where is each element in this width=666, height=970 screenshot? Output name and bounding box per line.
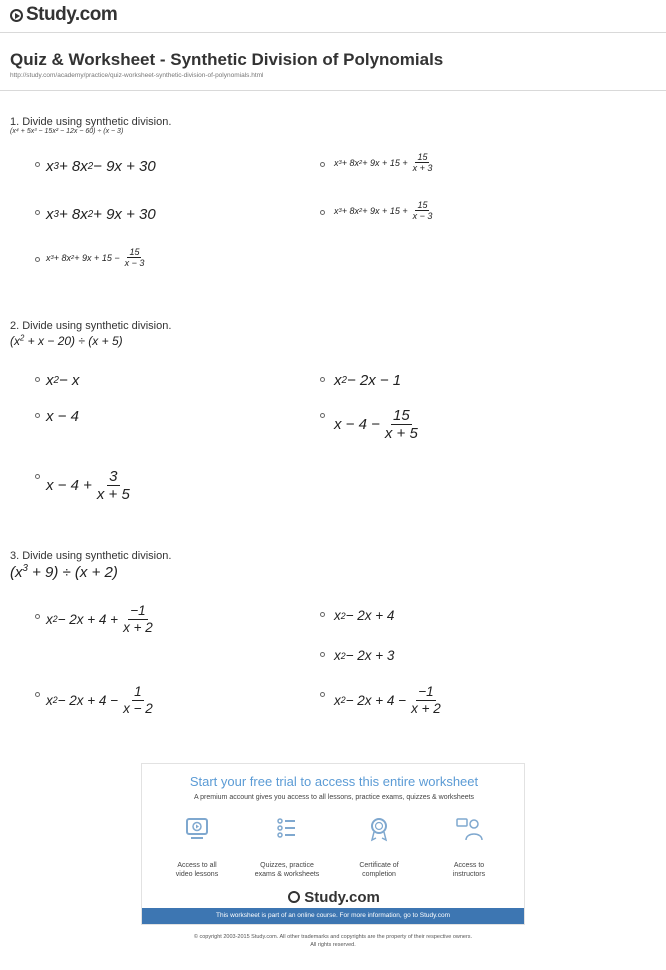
q3-option-d-radio[interactable] [320, 652, 325, 657]
q3-option-e: x 2 − 2x + 4 − $\frac{-1}{x + 2}$ [334, 684, 441, 716]
premium-promo-box [141, 763, 525, 925]
page-title: Quiz & Worksheet - Synthetic Division of Polynomials [10, 50, 444, 69]
feature-instructors [424, 816, 514, 880]
feature-certificate [334, 816, 424, 880]
q3-option-d: x 2 − 2x + 3 [334, 648, 395, 663]
header-divider [0, 32, 666, 33]
instructor-icon [454, 816, 484, 842]
course-info-bar[interactable]: This worksheet is part of an online course. For more information, go to Study.com [142, 908, 524, 924]
copyright-line-2: All rights reserved. [310, 941, 356, 948]
q1-option-d: x 3 + 8x 2 + 9x + 15 + $\frac{15}{x + 3}$ [334, 152, 433, 174]
study-logo[interactable] [10, 4, 117, 26]
q2-option-e: x − 4 − $\frac{15}{x + 5}$ [334, 407, 418, 443]
question-1-prompt: 1. Divide using synthetic division. [10, 116, 172, 128]
q2-option-a: x 2 − x [46, 372, 80, 389]
feature-label-line1: Quizzes, practice [260, 862, 314, 869]
q2-option-c: x − 4 + $\frac{3}{x + 5}$ [46, 468, 130, 504]
q2-option-b: x − 4 [46, 408, 79, 425]
question-1-expression: (x⁴ + 5x³ − 15x² − 12x − 60) ÷ (x − 3) [10, 128, 124, 135]
play-icon [10, 9, 23, 22]
promo-subline: A premium account gives you access to all lessons, practice exams, quizzes & worksheets [193, 794, 475, 801]
question-2-expression: $(x^2 + x - 20) \div (x + 5)$ [10, 333, 123, 348]
q2-option-c-radio[interactable] [35, 474, 40, 479]
promo-logo[interactable]: Study.com [142, 889, 526, 906]
feature-label-line2: video lessons [175, 871, 219, 879]
copyright-line-1: © copyright 2003-2015 Study.com. All other trademarks and copyrights are the property of their respective owners. [193, 934, 473, 940]
q3-option-a-radio[interactable] [35, 614, 40, 619]
q1-option-e: x 3 + 8x 2 + 9x + 15 + $\frac{15}{x - 3}$ [334, 200, 433, 222]
q1-option-c: x 3 + 8x 2 + 9x + 15 − $\frac{15}{x - 3}$ [46, 247, 145, 269]
question-3-prompt: 3. Divide using synthetic division. [10, 550, 172, 562]
feature-label-line1: Certificate of [359, 862, 399, 869]
q1-option-b: x 3 + 8x 2 + 9x + 30 [46, 206, 156, 223]
brand-name: Study.com [26, 4, 118, 25]
q2-option-d-radio[interactable] [320, 377, 325, 382]
q3-option-c-radio[interactable] [320, 612, 325, 617]
video-icon [182, 816, 212, 842]
q3-option-a: x 2 − 2x + 4 + $\frac{-1}{x + 2}$ [46, 603, 153, 635]
q3-option-b: x 2 − 2x + 4 − $\frac{1}{x - 2}$ [46, 684, 153, 716]
feature-label-line2: exams & worksheets [254, 871, 320, 879]
feature-quizzes [242, 816, 332, 880]
promo-headline[interactable]: Start your free trial to access this entire worksheet [189, 774, 479, 789]
feature-label-line1: Access to all [177, 862, 217, 869]
feature-label-line2: instructors [452, 871, 486, 879]
q2-option-b-radio[interactable] [35, 413, 40, 418]
q1-option-a: x 3 + 8x 2 − 9x + 30 [46, 158, 156, 175]
q1-option-b-radio[interactable] [35, 210, 40, 215]
checklist-icon [272, 816, 302, 842]
q3-option-c: x 2 − 2x + 4 [334, 608, 395, 623]
certificate-icon [364, 816, 394, 842]
feature-label-line2: completion [362, 871, 396, 879]
q2-option-a-radio[interactable] [35, 377, 40, 382]
q3-option-e-radio[interactable] [320, 692, 325, 697]
feature-video-lessons [152, 816, 242, 880]
question-2-prompt: 2. Divide using synthetic division. [10, 320, 172, 332]
q2-option-d: x 2 − 2x − 1 [334, 372, 402, 389]
play-icon [288, 891, 300, 903]
q1-option-c-radio[interactable] [35, 257, 40, 262]
q3-option-b-radio[interactable] [35, 692, 40, 697]
page-url: http://study.com/academy/practice/quiz-worksheet-synthetic-division-of-polynomials.html [10, 72, 264, 79]
copyright-footer [141, 934, 525, 949]
q2-option-e-radio[interactable] [320, 413, 325, 418]
q1-option-a-radio[interactable] [35, 162, 40, 167]
q1-option-d-radio[interactable] [320, 162, 325, 167]
feature-label-line1: Access to [453, 862, 485, 869]
title-divider [0, 90, 666, 91]
q1-option-e-radio[interactable] [320, 210, 325, 215]
question-3-expression: $(x^3 + 9) \div (x + 2)$ [10, 563, 118, 581]
